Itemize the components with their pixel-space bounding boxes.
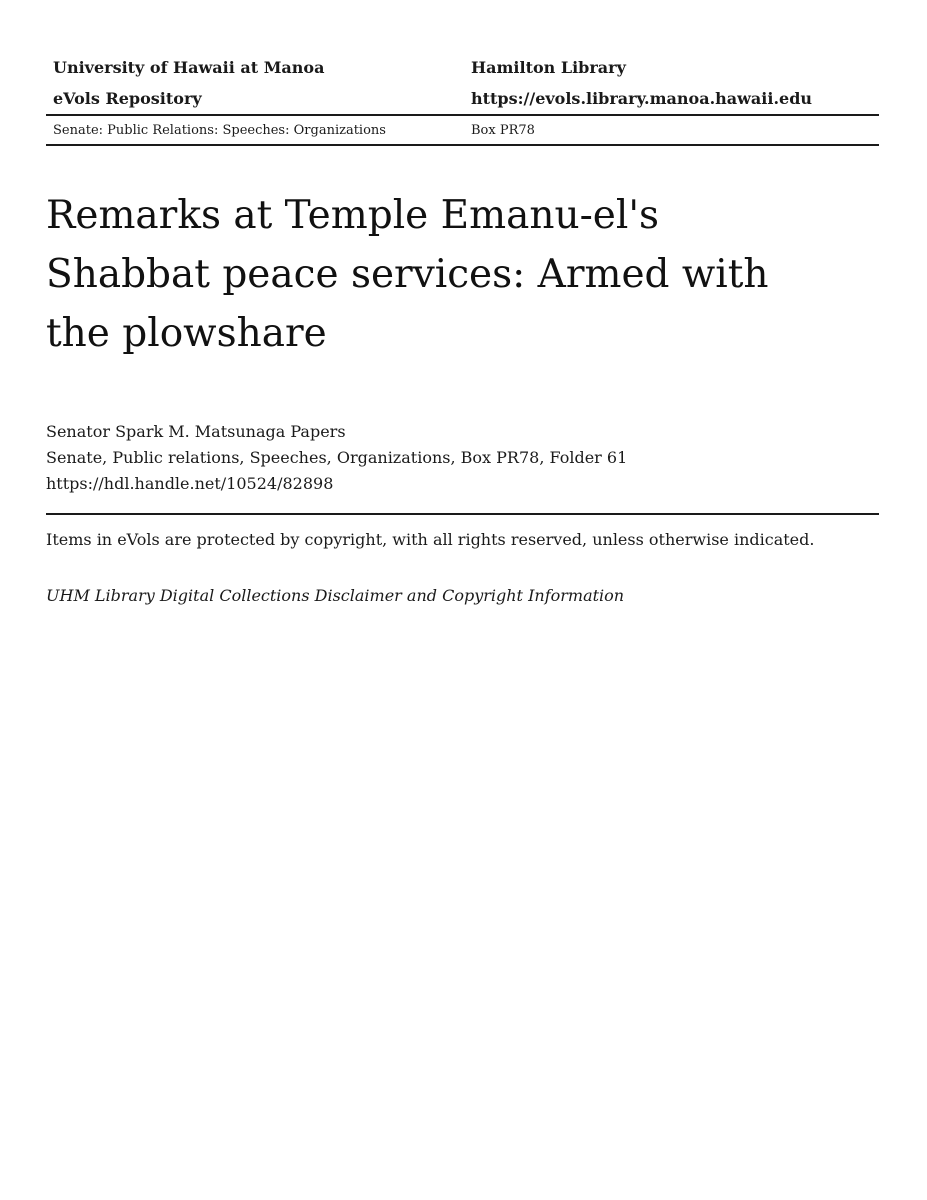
box-label: Box PR78 — [471, 122, 535, 138]
header-table — [46, 52, 879, 146]
footer-divider — [46, 513, 879, 515]
header-row-1 — [46, 52, 879, 83]
header-row-2 — [46, 83, 879, 114]
title-line: Shabbat peace services: Armed with — [46, 252, 769, 297]
copyright-notice: Items in eVols are protected by copyright, with all rights reserved, unless otherwise indicated. — [46, 530, 815, 549]
disclaimer-link[interactable]: UHM Library Digital Collections Disclaimer and Copyright Information — [46, 586, 625, 605]
folder-location: Senate, Public relations, Speeches, Organizations, Box PR78, Folder 61 — [46, 448, 628, 467]
collection-name: Senator Spark M. Matsunaga Papers — [46, 422, 346, 441]
series-path: Senate: Public Relations: Speeches: Organizations — [53, 122, 386, 138]
title-line: Remarks at Temple Emanu-el's — [46, 193, 660, 238]
handle-link[interactable]: https://hdl.handle.net/10524/82898 — [46, 474, 334, 493]
repository-name: eVols Repository — [53, 89, 202, 108]
header-row-3 — [46, 116, 879, 144]
document-title — [46, 186, 806, 363]
document-metadata — [46, 419, 627, 497]
header-divider-bottom — [46, 144, 879, 146]
repository-url[interactable]: https://evols.library.manoa.hawaii.edu — [471, 89, 813, 108]
library-name: Hamilton Library — [471, 58, 626, 77]
institution-name: University of Hawaii at Manoa — [53, 58, 325, 77]
title-line: the plowshare — [46, 311, 327, 356]
